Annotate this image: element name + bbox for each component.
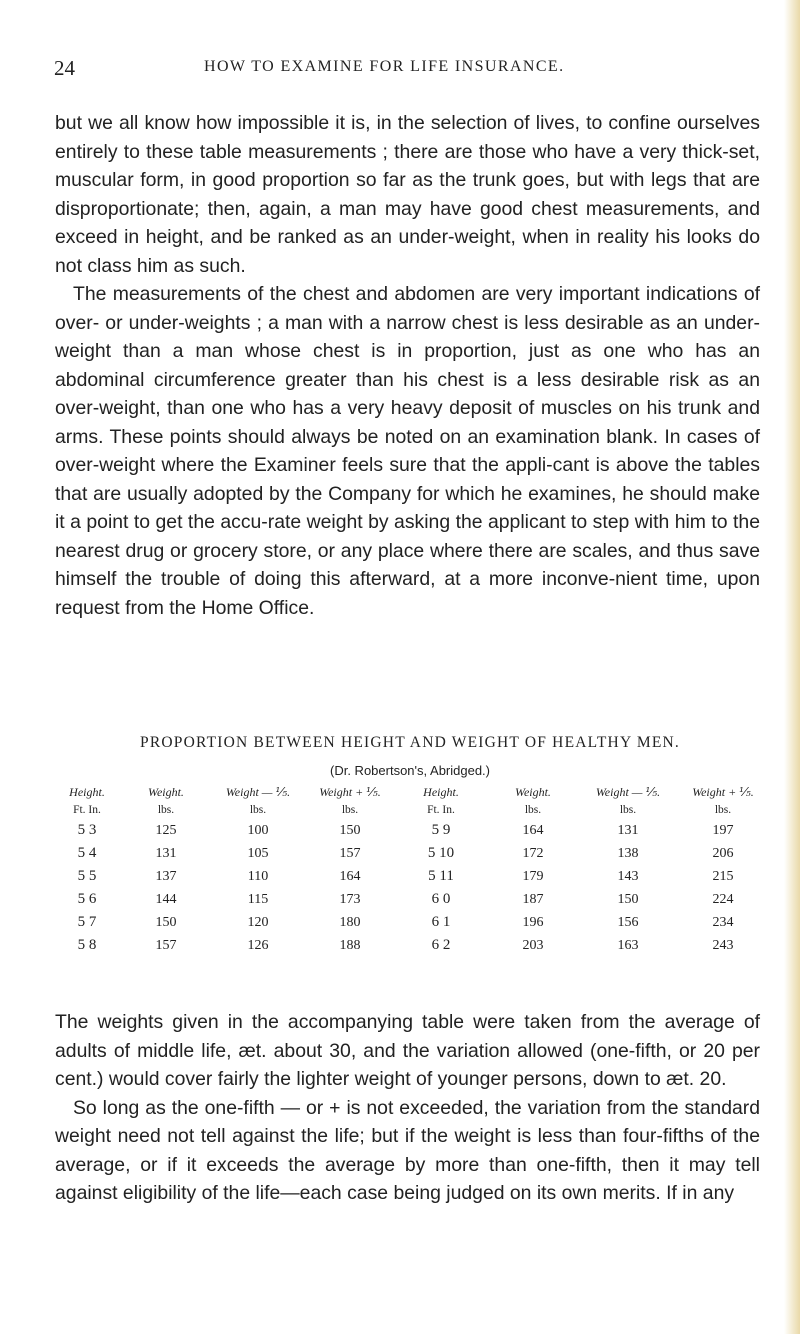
unit-label: Ft. In. [427, 804, 455, 816]
table-subtitle: (Dr. Robertson's, Abridged.) [330, 763, 490, 778]
weight-cell: 131 [155, 845, 177, 861]
weight-cell: 150 [155, 914, 177, 930]
height-cell: 5 4 [77, 845, 97, 861]
weight-plus-cell: 180 [339, 914, 361, 930]
unit-label: Ft. In. [73, 804, 101, 816]
weight-plus-cell: 173 [339, 891, 361, 907]
table-row [54, 865, 770, 888]
column-header: Weight. [148, 785, 184, 799]
weight-minus-cell: 105 [247, 845, 269, 861]
paragraph: So long as the one-fifth — or + is not exceeded, the variation from the standard weight need not tell against the life; but if the weight is less than four-fifths of the average, or if it exceeds the average by more than one-fifth, then it may tell against eligibility of the life—each case being judged on its own merits. If in any [55, 1096, 760, 1204]
weight-plus-cell: 206 [712, 845, 734, 861]
weight-cell: 196 [522, 914, 544, 930]
weight-cell: 157 [155, 937, 177, 953]
weight-plus-cell: 234 [712, 914, 734, 930]
paragraph: The measurements of the chest and abdomen are very important indications of over- or under-weights ; a man with a narrow chest is less desirable as an under-weight than a man whose chest is in proportion, just as one who has an abdominal circumference greater than his chest is a less desirable risk as an over-weight, than one who has a very heavy deposit of muscles on his trunk and arms. These points should always be noted on an examination blank. In cases of over-weight where the Examiner feels sure that the appli-cant is above the tables that are usually adopted by the Company for which he examines, he should make it a point to get the accu-rate weight by asking the applicant to step with him to the nearest drug or grocery store, or any place where there are scales, and thus save himself the trouble of doing this afterward, at a more inconve-nient time, upon request from the Home Office. [55, 283, 760, 619]
height-cell: 5 10 [427, 845, 455, 861]
height-cell: 5 7 [77, 914, 97, 930]
table-row [54, 934, 770, 957]
height-cell: 5 6 [77, 891, 97, 907]
column-header: Weight. [515, 785, 551, 799]
weight-cell: 179 [522, 868, 544, 884]
column-header: Height. [69, 785, 105, 799]
table-row [54, 888, 770, 911]
column-header: Height. [423, 785, 459, 799]
weight-cell: 203 [522, 937, 544, 953]
page-header [0, 56, 800, 80]
unit-label: lbs. [341, 804, 359, 816]
weight-plus-cell: 164 [339, 868, 361, 884]
weight-minus-cell: 120 [247, 914, 269, 930]
weight-cell: 164 [522, 822, 544, 838]
weight-plus-cell: 215 [712, 868, 734, 884]
page-edge-shading [784, 0, 800, 1334]
weight-plus-cell: 157 [339, 845, 361, 861]
unit-label: lbs. [714, 804, 732, 816]
running-title: HOW TO EXAMINE FOR LIFE INSURANCE. [204, 58, 565, 75]
weight-minus-cell: 163 [617, 937, 639, 953]
weight-minus-cell: 131 [617, 822, 639, 838]
weight-plus-cell: 188 [339, 937, 361, 953]
column-header: Weight — ⅕. [225, 785, 291, 799]
height-cell: 6 2 [431, 937, 451, 953]
weight-minus-cell: 126 [247, 937, 269, 953]
paragraph: but we all know how impossible it is, in the selection of lives, to confine ourselves entirely to these table measurements ; there are those who have a very thick-set, muscular form, in good proportion so far as the trunk goes, but with legs that are disproportionate; then, again, a man may have good chest measurements, and exceed in height, and be ranked as an under-weight, when in reality his looks do not class him as such. [55, 112, 760, 277]
body-text-bottom [55, 1008, 760, 1208]
weight-cell: 172 [522, 845, 544, 861]
table-row [54, 911, 770, 934]
height-cell: 5 5 [77, 868, 97, 884]
table-row [54, 842, 770, 865]
column-header: Weight + ⅕. [692, 785, 754, 799]
height-cell: 5 8 [77, 937, 97, 953]
table-title: PROPORTION BETWEEN HEIGHT AND WEIGHT OF HEALTHY MEN. [140, 734, 680, 751]
weight-plus-cell: 197 [712, 822, 734, 838]
unit-label: lbs. [249, 804, 267, 816]
weight-plus-cell: 224 [712, 891, 734, 907]
paragraph: The weights given in the accompanying table were taken from the average of adults of middle life, æt. about 30, and the variation allowed (one-fifth, or 20 per cent.) would cover fairly the lighter weight of younger persons, down to æt. 20. [55, 1011, 760, 1090]
weight-minus-cell: 156 [617, 914, 639, 930]
table-header-row [54, 784, 770, 801]
weight-cell: 144 [155, 891, 177, 907]
height-cell: 6 1 [431, 914, 451, 930]
weight-plus-cell: 150 [339, 822, 361, 838]
weight-cell: 125 [155, 822, 177, 838]
weight-cell: 187 [522, 891, 544, 907]
weight-cell: 137 [155, 868, 177, 884]
height-cell: 5 9 [431, 822, 451, 838]
height-weight-table [54, 784, 770, 957]
weight-minus-cell: 150 [617, 891, 639, 907]
unit-label: lbs. [619, 804, 637, 816]
unit-label: lbs. [524, 804, 542, 816]
table-units-row [54, 801, 770, 819]
weight-minus-cell: 115 [247, 891, 269, 907]
height-cell: 5 11 [428, 868, 454, 884]
unit-label: lbs. [157, 804, 175, 816]
table-row [54, 819, 770, 842]
column-header: Weight — ⅕. [595, 785, 661, 799]
page-number: 24 [54, 56, 75, 80]
weight-minus-cell: 110 [247, 868, 269, 884]
weight-minus-cell: 143 [617, 868, 639, 884]
weight-plus-cell: 243 [712, 937, 734, 953]
weight-minus-cell: 100 [247, 822, 269, 838]
weight-minus-cell: 138 [617, 845, 639, 861]
height-cell: 5 3 [77, 822, 97, 838]
body-text-top [55, 109, 760, 622]
height-cell: 6 0 [431, 891, 451, 907]
column-header: Weight + ⅕. [319, 785, 381, 799]
